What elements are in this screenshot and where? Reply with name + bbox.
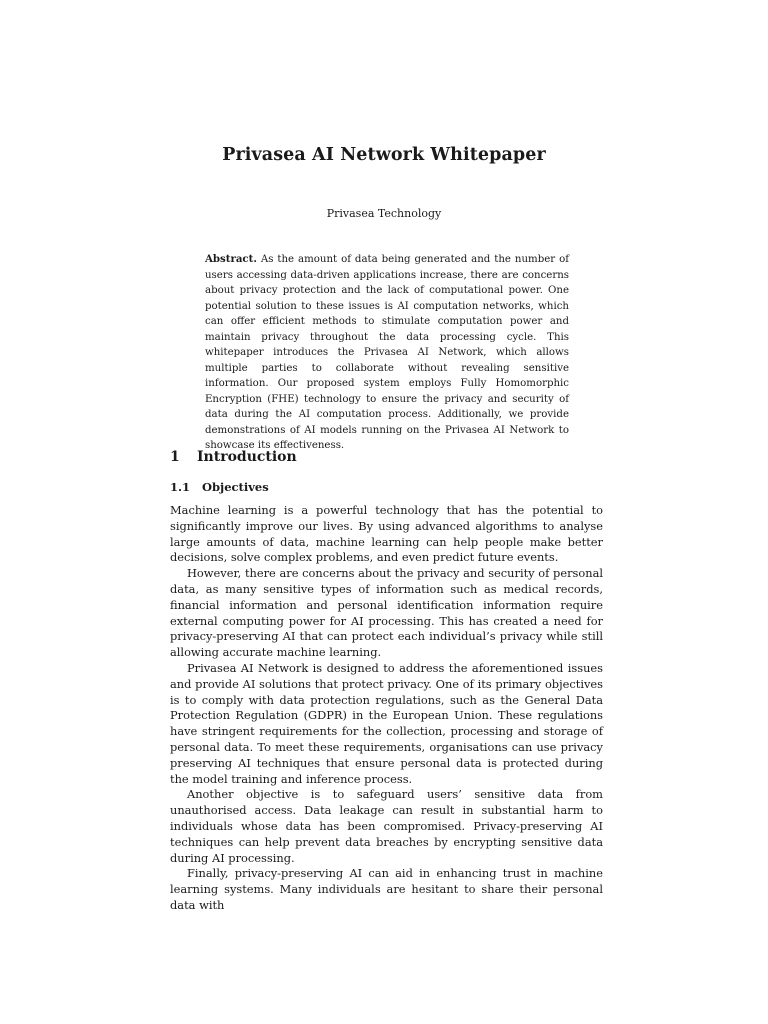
abstract-text: As the amount of data being generated and the number of users accessing data-driven applications increase, there are concerns about privacy protection and the lack of computational power. One potential solution to these issues is AI computation networks, which can offer efficient methods to stimulate computation power and maintain privacy throughout the data processing cycle. This whitepaper introduces the Privasea AI Network, which allows multiple parties to collaborate without revealing sensitive information. Our proposed system employs Fully Homomorphic Encryption (FHE) technology to ensure the privacy and security of data during the AI computation process. Additionally, we provide demonstrations of AI models running on the Privasea AI Network to showcase its effectiveness. — [205, 254, 569, 451]
abstract-label: Abstract. — [205, 253, 257, 265]
paper-author: Privasea Technology — [326, 207, 442, 220]
section-heading — [170, 449, 297, 465]
body-text — [170, 503, 603, 914]
paragraph: Another objective is to safeguard users’ sensitive data from unauthorised access. Data leakage can result in substantial harm to individuals whose data has been compromised. Privacy-preserving AI techniques can help prevent data breaches by encrypting sensitive data during AI processing. — [170, 787, 603, 865]
paper-title: Privasea AI Network Whitepaper — [222, 145, 546, 165]
abstract — [205, 252, 569, 454]
section-title: Introduction — [197, 449, 297, 465]
paragraph: However, there are concerns about the privacy and security of personal data, as many sensitive types of information such as medical records, financial information and personal identification information require external computing power for AI processing. This has created a need for privacy-preserving AI that can protect each individual’s privacy while still allowing accurate machine learning. — [170, 566, 603, 660]
subsection-title: Objectives — [202, 480, 269, 494]
paragraph: Finally, privacy-preserving AI can aid in enhancing trust in machine learning systems. Many individuals are hesitant to share their personal data with — [170, 866, 603, 912]
subsection-number: 1.1 — [170, 480, 191, 494]
paragraph: Machine learning is a powerful technology that has the potential to significantly improve our lives. By using advanced algorithms to analyse large amounts of data, machine learning can help people make better decisions, solve complex problems, and even predict future events. — [170, 503, 603, 565]
section-number: 1 — [170, 449, 180, 465]
paragraph: Privasea AI Network is designed to address the aforementioned issues and provide AI solutions that protect privacy. One of its primary objectives is to comply with data protection regulations, such as the General Data Protection Regulation (GDPR) in the European Union. These regulations have stringent requirements for the collection, processing and storage of personal data. To meet these requirements, organisations can use privacy preserving AI techniques that ensure personal data is protected during the model training and inference process. — [170, 660, 603, 786]
subsection-heading — [170, 480, 269, 494]
